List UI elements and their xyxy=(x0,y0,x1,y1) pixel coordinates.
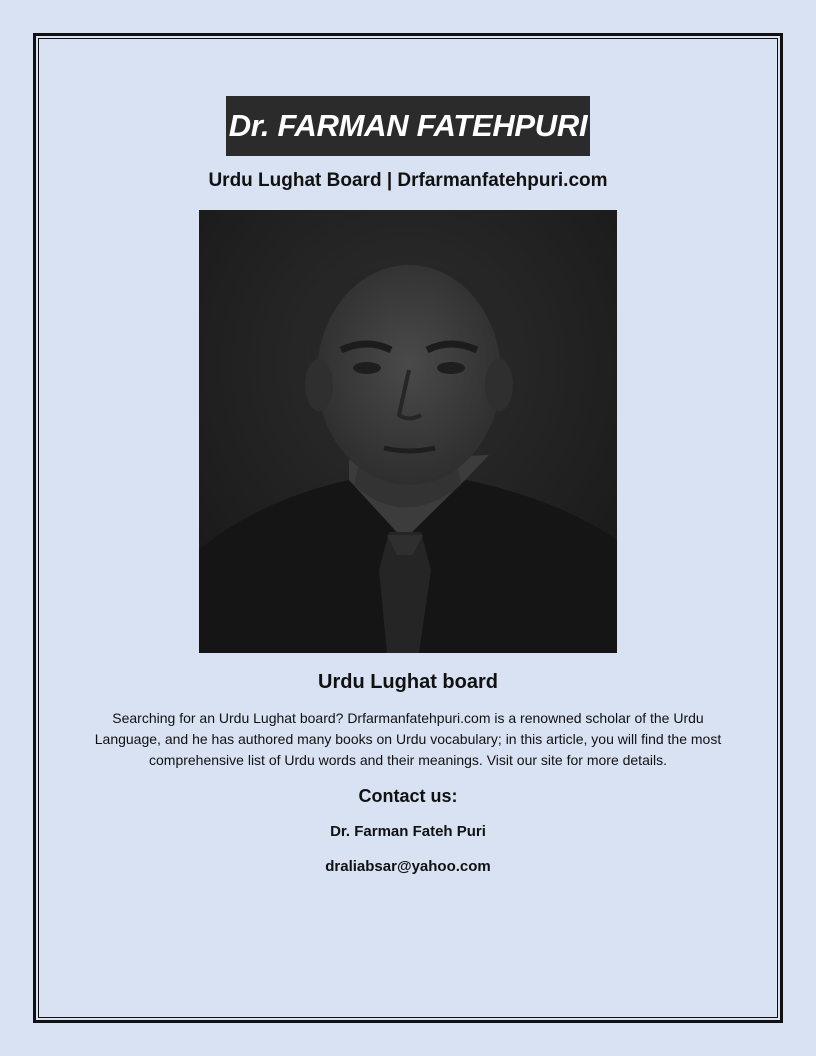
contact-name: Dr. Farman Fateh Puri xyxy=(330,823,486,840)
title-banner xyxy=(226,96,590,156)
banner-title: Dr. FARMAN FATEHPURI xyxy=(228,108,588,143)
page-subtitle: Urdu Lughat Board | Drfarmanfatehpuri.com xyxy=(208,170,608,191)
contact-email: draliabsar@yahoo.com xyxy=(325,858,491,875)
contact-heading: Contact us: xyxy=(358,786,458,806)
description-paragraph: Searching for an Urdu Lughat board? Drfarmanfatehpuri.com is a renowned scholar of the Urdu Language, and he has authored many books on Urdu vocabulary; in this article, you will find the most comprehensive list of Urdu words and their meanings. Visit our site for more details. xyxy=(94,710,722,768)
section-heading: Urdu Lughat board xyxy=(318,671,498,693)
portrait-photo xyxy=(199,210,617,653)
